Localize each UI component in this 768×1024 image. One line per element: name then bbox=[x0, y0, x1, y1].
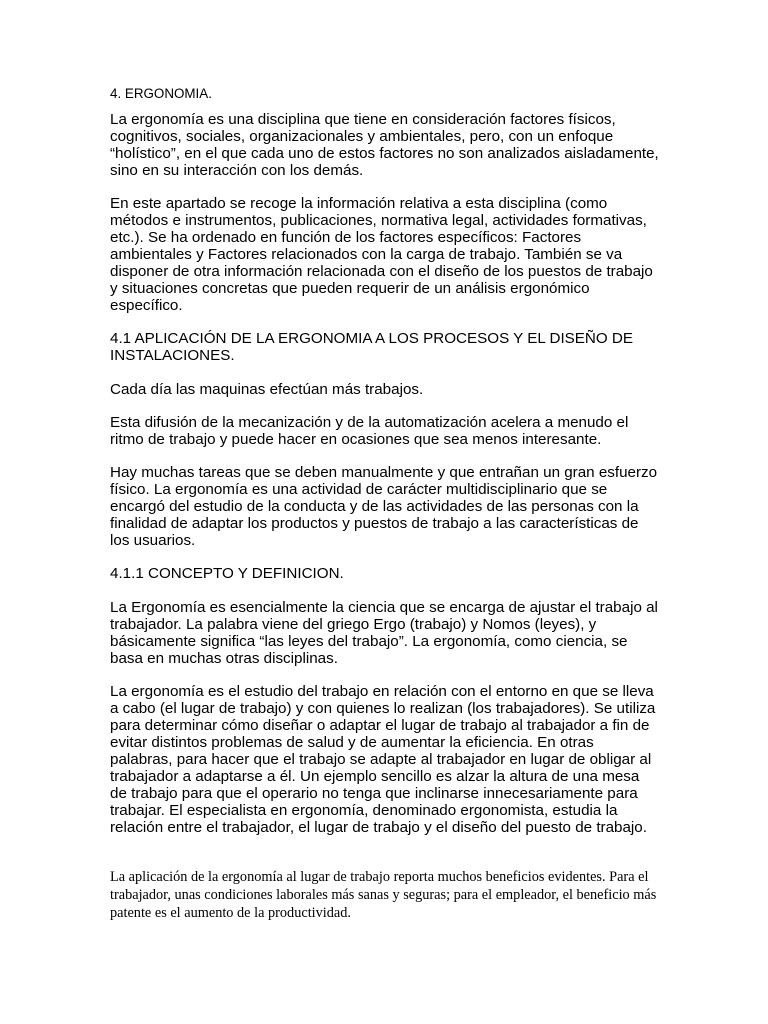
mechanization-paragraph: Esta difusión de la mecanización y de la automatización acelera a menudo el ritmo de trabajo y puede hacer en ocasiones que sea menos interesante. bbox=[110, 414, 629, 448]
document-body bbox=[110, 86, 660, 852]
benefits-paragraph: La aplicación de la ergonomía al lugar de trabajo reporta muchos beneficios evidentes. Para el trabajador, unas condiciones laborales más sanas y seguras; para el empleador, el beneficio más patente es el aumento de la productividad. bbox=[110, 869, 657, 921]
intro-paragraph: La ergonomía es una disciplina que tiene en consideración factores físicos, cognitivos, sociales, organizacionales y ambientales, pero, con un enfoque “holístico”, en el que cada uno de estos factores no son analizados aisladamente, sino en su interacción con los demás. bbox=[110, 111, 659, 179]
scope-paragraph: En este apartado se recoge la información relativa a esta disciplina (como métodos e instrumentos, publicaciones, normativa legal, actividades formativas, etc.). Se ha ordenado en función de los factores específicos: Factores ambientales y Factores relacionados con la carga de trabajo. También se va disponer de otra información relacionada con el diseño de los puestos de trabajo y situaciones concretas que pueden requerir de un análisis ergonómico específico. bbox=[110, 195, 653, 314]
subsection-4-1-title: 4.1 APLICACIÓN DE LA ERGONOMIA A LOS PROCESOS Y EL DISEÑO DE INSTALACIONES. bbox=[110, 330, 634, 364]
section-title: 4. ERGONOMIA. bbox=[110, 86, 212, 101]
study-paragraph: La ergonomía es el estudio del trabajo en relación con el entorno en que se lleva a cabo (el lugar de trabajo) y con quienes lo realizan (los trabajadores). Se utiliza para determinar cómo diseñar o adaptar el lugar de trabajo al trabajador a fin de evitar distintos problemas de salud y de aumentar la eficiencia. En otras palabras, para hacer que el trabajo se adapte al trabajador en lugar de obligar al trabajador a adaptarse a él. Un ejemplo sencillo es alzar la altura de una mesa de trabajo para que el operario no tenga que inclinarse innecesariamente para trabajar. El especialista en ergonomía, denominado ergonomista, estudia la relación entre el trabajador, el lugar de trabajo y el diseño del puesto de trabajo. bbox=[110, 683, 656, 836]
tasks-paragraph: Hay muchas tareas que se deben manualmente y que entrañan un gran esfuerzo físico. La ergonomía es una actividad de carácter multidisciplinario que se encargó del estudio de la conducta y de las actividades de las personas con la finalidad de adaptar los productos y puestos de trabajo a las características de los usuarios. bbox=[110, 464, 658, 549]
subsection-4-1-1-title: 4.1.1 CONCEPTO Y DEFINICION. bbox=[110, 565, 344, 582]
machines-paragraph: Cada día las maquinas efectúan más trabajos. bbox=[110, 381, 424, 398]
definition-paragraph: La Ergonomía es esencialmente la ciencia que se encarga de ajustar el trabajo al trabajador. La palabra viene del griego Ergo (trabajo) y Nomos (leyes), y básicamente significa “las leyes del trabajo”. La ergonomía, como ciencia, se basa en muchas otras disciplinas. bbox=[110, 599, 658, 667]
